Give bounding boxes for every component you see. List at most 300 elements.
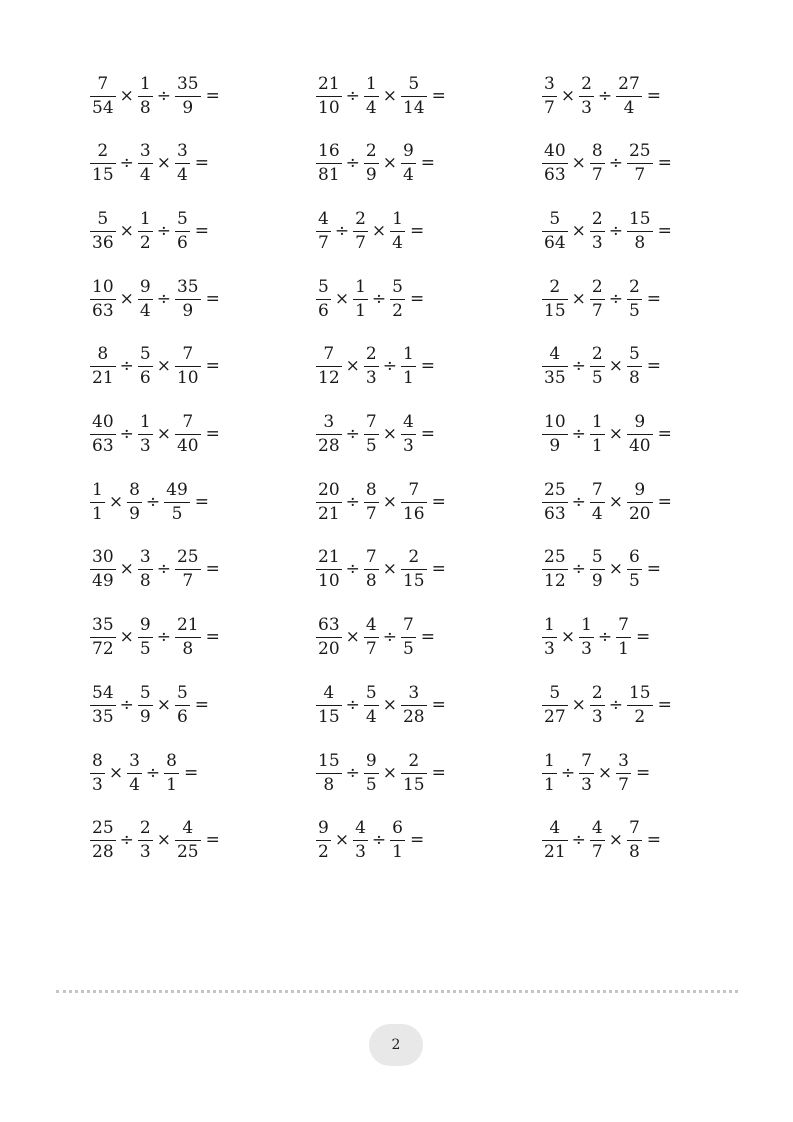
multiply-sign: × (382, 491, 397, 512)
denominator: 40 (628, 436, 651, 456)
multiply-sign: × (382, 153, 397, 174)
fraction (590, 143, 605, 184)
fraction-problem (89, 476, 209, 528)
fraction (401, 549, 427, 590)
numerator: 4 (182, 818, 194, 839)
fraction (542, 276, 568, 321)
multiply-sign: × (560, 85, 576, 106)
numerator: 5 (176, 682, 188, 703)
denominator: 4 (365, 706, 377, 727)
equals-sign: = (646, 830, 662, 851)
equals-sign: = (205, 356, 220, 377)
denominator: 28 (318, 436, 340, 456)
denominator: 3 (402, 436, 414, 456)
divide-sign: ÷ (608, 694, 623, 715)
multiply-sign: × (119, 220, 134, 241)
denominator: 7 (618, 774, 629, 795)
fraction-problem (89, 273, 220, 325)
denominator: 21 (544, 842, 566, 863)
fraction (364, 73, 379, 118)
denominator: 8 (139, 97, 151, 118)
numerator: 7 (618, 615, 629, 636)
equals-sign: = (205, 830, 220, 851)
fraction (353, 276, 368, 321)
numerator: 2 (139, 818, 151, 839)
page-number: 2 (391, 1037, 401, 1053)
equals-sign: = (646, 288, 662, 309)
numerator: 2 (581, 73, 592, 94)
denominator: 9 (139, 706, 151, 727)
denominator: 4 (365, 97, 377, 118)
numerator: 5 (176, 208, 188, 229)
divide-sign: ÷ (345, 491, 360, 512)
fraction (390, 276, 405, 321)
numerator: 63 (318, 615, 340, 636)
numerator: 2 (365, 141, 377, 162)
multiply-sign: × (345, 627, 360, 648)
divide-sign: ÷ (571, 424, 586, 444)
divide-sign: ÷ (156, 627, 171, 648)
equals-sign: = (646, 85, 662, 106)
numerator: 16 (318, 141, 340, 162)
denominator: 3 (544, 639, 555, 660)
denominator: 4 (392, 232, 403, 253)
divide-sign: ÷ (334, 220, 350, 241)
fraction (175, 208, 190, 253)
fraction (316, 143, 342, 184)
numerator: 3 (129, 750, 140, 771)
denominator: 6 (139, 368, 151, 389)
numerator: 5 (549, 208, 561, 229)
multiply-sign: × (608, 356, 623, 377)
equals-sign: = (657, 694, 672, 715)
fraction (90, 479, 105, 524)
numerator: 4 (402, 412, 414, 432)
denominator: 9 (182, 300, 194, 321)
fraction (90, 750, 105, 795)
fraction-problem (315, 70, 446, 122)
denominator: 7 (591, 842, 603, 863)
fraction (542, 479, 568, 524)
divide-sign: ÷ (156, 85, 171, 106)
fraction (590, 820, 605, 861)
denominator: 4 (139, 165, 151, 186)
fraction-problem (315, 679, 446, 731)
denominator: 9 (365, 165, 377, 186)
fraction (353, 820, 368, 861)
fraction-problem (315, 612, 435, 664)
divide-sign: ÷ (119, 356, 134, 377)
fraction (138, 682, 153, 727)
denominator: 3 (581, 639, 592, 660)
denominator: 3 (139, 842, 151, 863)
fraction (364, 682, 379, 727)
denominator: 25 (176, 842, 199, 863)
fraction (353, 208, 368, 253)
numerator: 7 (402, 615, 414, 636)
multiply-sign: × (560, 627, 576, 648)
numerator: 5 (365, 682, 377, 703)
denominator: 1 (618, 639, 629, 660)
denominator: 21 (92, 368, 114, 389)
fraction (364, 617, 379, 658)
denominator: 15 (544, 300, 566, 321)
fraction (138, 143, 153, 184)
equals-sign: = (657, 153, 672, 174)
multiply-sign: × (334, 288, 350, 309)
equals-sign: = (431, 694, 446, 715)
numerator: 5 (628, 344, 640, 365)
divide-sign: ÷ (571, 356, 586, 377)
fraction (627, 549, 642, 590)
equals-sign: = (420, 153, 436, 174)
fraction-problem (315, 544, 446, 596)
numerator: 5 (97, 208, 109, 229)
denominator: 2 (139, 232, 151, 253)
numerator: 9 (634, 479, 646, 500)
multiply-sign: × (156, 356, 171, 377)
denominator: 20 (628, 503, 651, 524)
numerator: 8 (129, 479, 140, 500)
denominator: 1 (355, 300, 366, 321)
fraction-problem (89, 679, 209, 731)
denominator: 3 (581, 774, 592, 795)
denominator: 15 (318, 706, 340, 727)
fraction-problem (541, 341, 661, 393)
multiply-sign: × (608, 491, 623, 512)
denominator: 64 (544, 232, 566, 253)
numerator: 5 (139, 682, 151, 703)
equals-sign: = (431, 559, 446, 580)
fraction-problem (315, 138, 435, 190)
divide-sign: ÷ (371, 830, 387, 851)
numerator: 1 (355, 276, 366, 297)
numerator: 25 (628, 141, 651, 162)
fraction (590, 549, 605, 590)
denominator: 8 (323, 774, 335, 795)
multiply-sign: × (608, 424, 623, 444)
numerator: 2 (628, 276, 640, 297)
multiply-sign: × (597, 762, 613, 783)
fraction (579, 617, 594, 658)
fraction (138, 276, 153, 321)
numerator: 4 (591, 818, 603, 839)
divide-sign: ÷ (345, 694, 360, 715)
denominator: 1 (166, 774, 177, 795)
numerator: 9 (634, 412, 646, 432)
multiply-sign: × (119, 559, 134, 580)
denominator: 8 (628, 368, 640, 389)
denominator: 4 (139, 300, 151, 321)
fraction (316, 750, 342, 795)
fraction-problem (541, 205, 672, 257)
fraction (316, 276, 331, 321)
fraction (316, 682, 342, 727)
fraction (90, 414, 116, 455)
fraction-problem (89, 341, 220, 393)
fraction (90, 73, 116, 118)
numerator: 4 (549, 818, 561, 839)
fraction (90, 208, 116, 253)
numerator: 15 (628, 208, 651, 229)
denominator: 9 (129, 503, 140, 524)
fraction (542, 346, 568, 387)
fraction (175, 276, 201, 321)
numerator: 2 (408, 750, 420, 771)
divide-sign: ÷ (145, 491, 161, 512)
multiply-sign: × (156, 694, 171, 715)
equals-sign: = (194, 153, 210, 174)
denominator: 3 (365, 368, 377, 389)
numerator: 2 (408, 547, 420, 568)
numerator: 15 (318, 750, 340, 771)
divide-sign: ÷ (119, 153, 134, 174)
equals-sign: = (657, 424, 672, 444)
fraction (175, 143, 190, 184)
denominator: 16 (402, 503, 425, 524)
multiply-sign: × (371, 220, 387, 241)
fraction (390, 208, 405, 253)
multiply-sign: × (571, 220, 586, 241)
divide-sign: ÷ (608, 153, 623, 174)
denominator: 1 (544, 774, 555, 795)
denominator: 7 (591, 300, 603, 321)
multiply-sign: × (156, 424, 171, 444)
multiply-sign: × (156, 830, 171, 851)
multiply-sign: × (334, 830, 350, 851)
denominator: 6 (176, 706, 188, 727)
numerator: 25 (92, 818, 114, 839)
denominator: 3 (581, 97, 592, 118)
fraction (590, 346, 605, 387)
numerator: 54 (92, 682, 114, 703)
denominator: 2 (392, 300, 403, 321)
divide-sign: ÷ (345, 762, 360, 783)
equals-sign: = (205, 85, 220, 106)
divide-sign: ÷ (560, 762, 576, 783)
denominator: 6 (318, 300, 329, 321)
numerator: 5 (408, 73, 420, 94)
numerator: 9 (139, 276, 151, 297)
numerator: 4 (549, 344, 561, 365)
divide-sign: ÷ (145, 762, 161, 783)
denominator: 1 (591, 436, 603, 456)
denominator: 4 (129, 774, 140, 795)
numerator: 9 (318, 818, 329, 839)
multiply-sign: × (382, 762, 397, 783)
numerator: 21 (318, 73, 340, 94)
multiply-sign: × (108, 491, 124, 512)
denominator: 6 (176, 232, 188, 253)
fraction (138, 820, 153, 861)
numerator: 2 (97, 141, 109, 162)
fraction (401, 414, 416, 455)
fraction-problem (89, 138, 209, 190)
numerator: 7 (323, 344, 335, 365)
divide-sign: ÷ (156, 288, 171, 309)
fraction-problem (541, 273, 661, 325)
denominator: 2 (318, 842, 329, 863)
fraction (627, 276, 642, 321)
numerator: 3 (618, 750, 629, 771)
numerator: 1 (139, 208, 151, 229)
divide-sign: ÷ (119, 830, 134, 851)
fraction (401, 682, 427, 727)
fraction (401, 479, 427, 524)
denominator: 5 (628, 300, 640, 321)
fraction (316, 208, 331, 253)
numerator: 8 (591, 141, 603, 162)
numerator: 49 (166, 479, 188, 500)
denominator: 15 (92, 165, 114, 186)
numerator: 4 (323, 682, 335, 703)
denominator: 5 (628, 571, 640, 592)
fraction (316, 414, 342, 455)
fraction (316, 820, 331, 861)
denominator: 15 (402, 774, 425, 795)
numerator: 15 (628, 682, 651, 703)
fraction (175, 682, 190, 727)
numerator: 10 (92, 276, 114, 297)
denominator: 35 (92, 706, 114, 727)
equals-sign: = (431, 491, 446, 512)
divide-sign: ÷ (156, 220, 171, 241)
divide-sign: ÷ (571, 491, 586, 512)
fraction (364, 414, 379, 455)
multiply-sign: × (571, 153, 586, 174)
denominator: 21 (318, 503, 340, 524)
denominator: 54 (92, 97, 114, 118)
fraction (627, 479, 653, 524)
fraction-problem (315, 205, 424, 257)
denominator: 63 (92, 436, 114, 456)
denominator: 7 (318, 232, 329, 253)
fraction-problem (541, 612, 650, 664)
fraction (401, 617, 416, 658)
fraction-problem (89, 409, 220, 461)
divide-sign: ÷ (119, 694, 134, 715)
fraction (579, 73, 594, 118)
denominator: 7 (634, 165, 646, 186)
fraction (627, 208, 653, 253)
numerator: 3 (139, 547, 151, 568)
numerator: 25 (544, 479, 566, 500)
divide-sign: ÷ (345, 559, 360, 580)
numerator: 1 (581, 615, 592, 636)
fraction (90, 276, 116, 321)
fraction (90, 549, 116, 590)
denominator: 5 (365, 774, 377, 795)
fraction (401, 143, 416, 184)
denominator: 28 (92, 842, 114, 863)
numerator: 2 (591, 344, 603, 365)
fraction (138, 617, 153, 658)
denominator: 2 (634, 706, 646, 727)
fraction (175, 617, 201, 658)
denominator: 7 (365, 639, 377, 660)
multiply-sign: × (608, 559, 623, 580)
fraction (579, 750, 594, 795)
numerator: 20 (318, 479, 340, 500)
fraction-problem (315, 815, 424, 867)
denominator: 27 (544, 706, 566, 727)
equals-sign: = (183, 762, 199, 783)
fraction (627, 820, 642, 861)
fraction-problem (541, 409, 672, 461)
fraction (401, 750, 427, 795)
denominator: 12 (544, 571, 566, 592)
divide-sign: ÷ (156, 559, 171, 580)
denominator: 3 (591, 706, 603, 727)
fraction (90, 820, 116, 861)
divide-sign: ÷ (382, 627, 397, 648)
fraction (175, 73, 201, 118)
equals-sign: = (194, 694, 210, 715)
denominator: 10 (176, 368, 199, 389)
numerator: 10 (544, 412, 566, 432)
denominator: 12 (318, 368, 340, 389)
numerator: 9 (139, 615, 151, 636)
fraction-problem (89, 747, 198, 799)
denominator: 4 (402, 165, 414, 186)
fraction (138, 549, 153, 590)
numerator: 1 (544, 750, 555, 771)
equals-sign: = (657, 220, 672, 241)
fraction (364, 479, 379, 524)
fraction (542, 750, 557, 795)
fraction (542, 682, 568, 727)
fraction-problem (315, 747, 446, 799)
fraction (401, 346, 416, 387)
fraction (590, 276, 605, 321)
fraction (590, 682, 605, 727)
fraction (90, 682, 116, 727)
divide-sign: ÷ (371, 288, 387, 309)
denominator: 5 (591, 368, 603, 389)
fraction (627, 682, 653, 727)
numerator: 2 (591, 276, 603, 297)
divide-sign: ÷ (608, 220, 623, 241)
numerator: 1 (365, 73, 377, 94)
equals-sign: = (646, 559, 662, 580)
fraction (127, 750, 142, 795)
numerator: 3 (544, 73, 555, 94)
denominator: 28 (402, 706, 425, 727)
divide-sign: ÷ (382, 356, 397, 377)
denominator: 1 (402, 368, 414, 389)
numerator: 5 (591, 547, 603, 568)
numerator: 25 (544, 547, 566, 568)
fraction (138, 414, 153, 455)
equals-sign: = (205, 627, 220, 648)
equals-sign: = (409, 220, 425, 241)
numerator: 7 (182, 344, 194, 365)
fraction-problem (315, 273, 424, 325)
denominator: 8 (139, 571, 151, 592)
numerator: 1 (392, 208, 403, 229)
numerator: 7 (581, 750, 592, 771)
denominator: 3 (139, 436, 151, 456)
equals-sign: = (194, 220, 210, 241)
fraction-problem (89, 70, 220, 122)
fraction (390, 820, 405, 861)
equals-sign: = (646, 356, 662, 377)
denominator: 7 (355, 232, 366, 253)
multiply-sign: × (119, 627, 134, 648)
fraction (175, 549, 201, 590)
numerator: 5 (318, 276, 329, 297)
equals-sign: = (657, 491, 672, 512)
